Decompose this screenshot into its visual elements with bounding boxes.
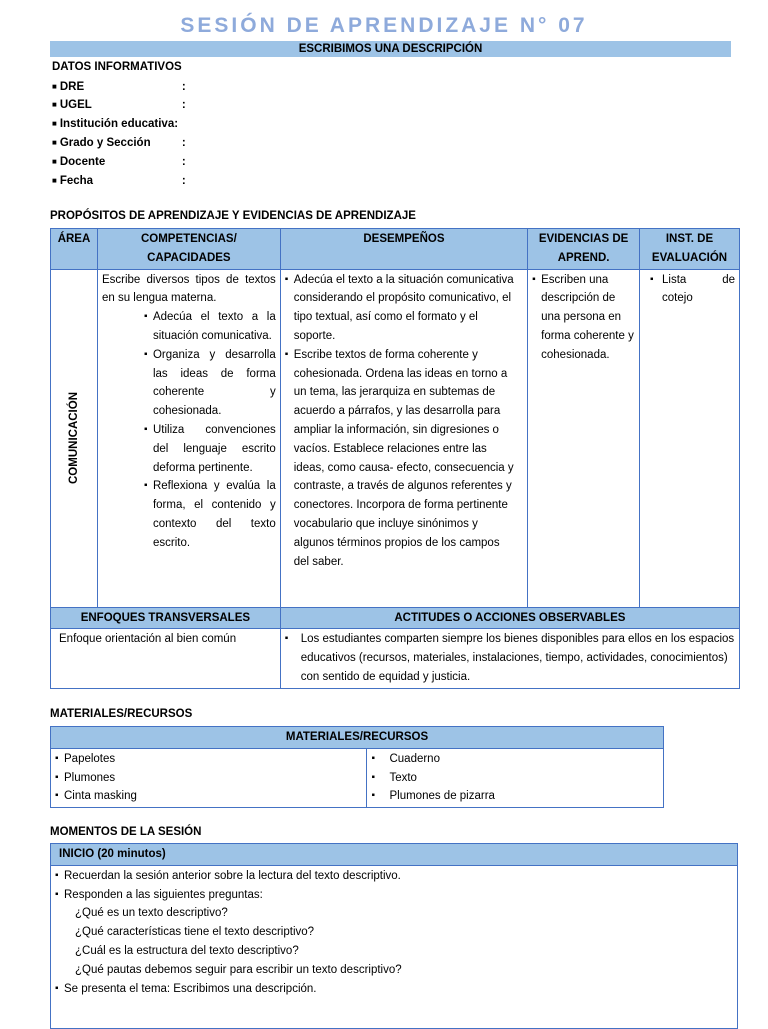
- materiales-right-list: [371, 750, 659, 806]
- competencia-intro: Escribe diversos tipos de textos en su lengua materna.: [101, 273, 276, 305]
- area-label: COMUNICACIÓN: [67, 392, 80, 485]
- materiales-right-cell: [367, 748, 664, 807]
- inicio-header: INICIO (20 minutos): [51, 844, 738, 866]
- material-item: ▪ Plumones de pizarra: [371, 787, 659, 806]
- info-ugel: ■ UGEL :: [52, 99, 186, 111]
- pregunta-item: ¿Cuál es la estructura del texto descriptivo?: [75, 944, 299, 957]
- material-item: ▪ Texto: [371, 769, 659, 788]
- material-item: ▪ Papelotes: [55, 750, 362, 769]
- header-competencias: COMPETENCIAS/ CAPACIDADES: [97, 229, 280, 270]
- info-grado: ■ Grado y Sección :: [52, 137, 186, 149]
- capacidad-item: ▪ Adecúa el texto a la situación comunicativa.: [144, 308, 276, 346]
- info-institucion: ■ Institución educativa:: [52, 118, 179, 130]
- evidencias-cell: [528, 269, 640, 607]
- evidencias-list: [532, 271, 635, 365]
- capacidad-item: ▪ Reflexiona y evalúa la forma, el contenido y contexto del texto escrito.: [144, 477, 276, 552]
- momentos-heading: MOMENTOS DE LA SESIÓN: [50, 826, 202, 838]
- capacidad-item: ▪ Utiliza convenciones del lenguaje escrito deforma pertinente.: [144, 421, 276, 477]
- inicio-item: ▪ Se presenta el tema: Escribimos una descripción.: [55, 980, 733, 999]
- actitud-item: ▪ Los estudiantes comparten siempre los bienes disponibles para ellos en los espacios educativos (recursos, materiales, instalaciones, tiempo, actividades, conocimientos) con sentido de equidad y justicia.: [285, 630, 735, 686]
- header-instrumento: INST. DE EVALUACIÓN: [640, 229, 740, 270]
- capacidades-list: [144, 308, 276, 552]
- materiales-left-cell: [51, 748, 367, 807]
- info-dre: ■ DRE :: [52, 81, 186, 93]
- actitud-list: [285, 630, 735, 686]
- instrumento-item: ▪ Lista de cotejo: [650, 271, 735, 309]
- desempeno-item: ▪ Adecúa el texto a la situación comunicativa considerando el propósito comunicativo, el tipo textual, así como el formato y el soporte.: [285, 271, 517, 346]
- inicio-content: [51, 865, 738, 1028]
- materiales-heading: MATERIALES/RECURSOS: [50, 708, 193, 720]
- pregunta-item: ¿Qué es un texto descriptivo?: [75, 907, 228, 920]
- materiales-table: [50, 726, 664, 808]
- material-item: ▪ Plumones: [55, 769, 362, 788]
- material-item: ▪ Cuaderno: [371, 750, 659, 769]
- inicio-item: ▪ Responden a las siguientes preguntas:: [55, 886, 733, 905]
- pregunta-item: ¿Qué pautas debemos seguir para escribir un texto descriptivo?: [75, 963, 402, 976]
- info-fecha: ■ Fecha :: [52, 175, 186, 187]
- header-area: ÁREA: [51, 229, 98, 270]
- area-cell: [51, 269, 98, 607]
- materiales-left-list: [55, 750, 362, 806]
- datos-heading: DATOS INFORMATIVOS: [52, 61, 182, 73]
- inicio-list: [55, 867, 733, 999]
- actitudes-header: ACTITUDES O ACCIONES OBSERVABLES: [280, 607, 739, 629]
- material-item: ▪ Cinta masking: [55, 787, 362, 806]
- instrumento-list: [644, 271, 735, 309]
- materiales-table-header: MATERIALES/RECURSOS: [51, 727, 664, 749]
- instrumento-cell: [640, 269, 740, 607]
- actitud-cell: [280, 629, 739, 689]
- enfoques-header: ENFOQUES TRANSVERSALES: [51, 607, 281, 629]
- inicio-item: ▪ Recuerdan la sesión anterior sobre la lectura del texto descriptivo.: [55, 867, 733, 886]
- propositos-table: [50, 228, 740, 689]
- pregunta-item: ¿Qué características tiene el texto descriptivo?: [75, 926, 315, 939]
- session-subtitle: ESCRIBIMOS UNA DESCRIPCIÓN: [50, 41, 731, 57]
- enfoque-cell: Enfoque orientación al bien común: [51, 629, 281, 689]
- desempeno-item: ▪ Escribe textos de forma coherente y cohesionada. Ordena las ideas en torno a un tema, las jerarquiza en subtemas de acuerdo a párrafos, y las desarrolla para ampliar la información, sin digresiones o vacíos. Establece relaciones entre las ideas, como causa- efecto, consecuencia y contraste, a través de algunos referentes y conectores. Incorpora de forma pertinente vocabulario que incluye sinónimos y algunos términos propios de los campos del saber.: [285, 346, 517, 572]
- info-docente: ■ Docente :: [52, 156, 186, 168]
- page-title: SESIÓN DE APRENDIZAJE N° 07: [180, 14, 588, 37]
- desempenos-cell: [280, 269, 527, 607]
- evidencia-item: ▪ Escriben una descripción de una persona en forma coherente y cohesionada.: [532, 271, 635, 365]
- propositos-heading: PROPÓSITOS DE APRENDIZAJE Y EVIDENCIAS DE APRENDIZAJE: [50, 210, 416, 222]
- desempenos-list: [285, 271, 523, 572]
- capacidad-item: ▪ Organiza y desarrolla las ideas de forma coherente y cohesionada.: [144, 346, 276, 421]
- header-desempenos: DESEMPEÑOS: [280, 229, 527, 270]
- competencias-cell: [97, 269, 280, 607]
- header-evidencias: EVIDENCIAS DE APREND.: [528, 229, 640, 270]
- momentos-table: [50, 843, 738, 1029]
